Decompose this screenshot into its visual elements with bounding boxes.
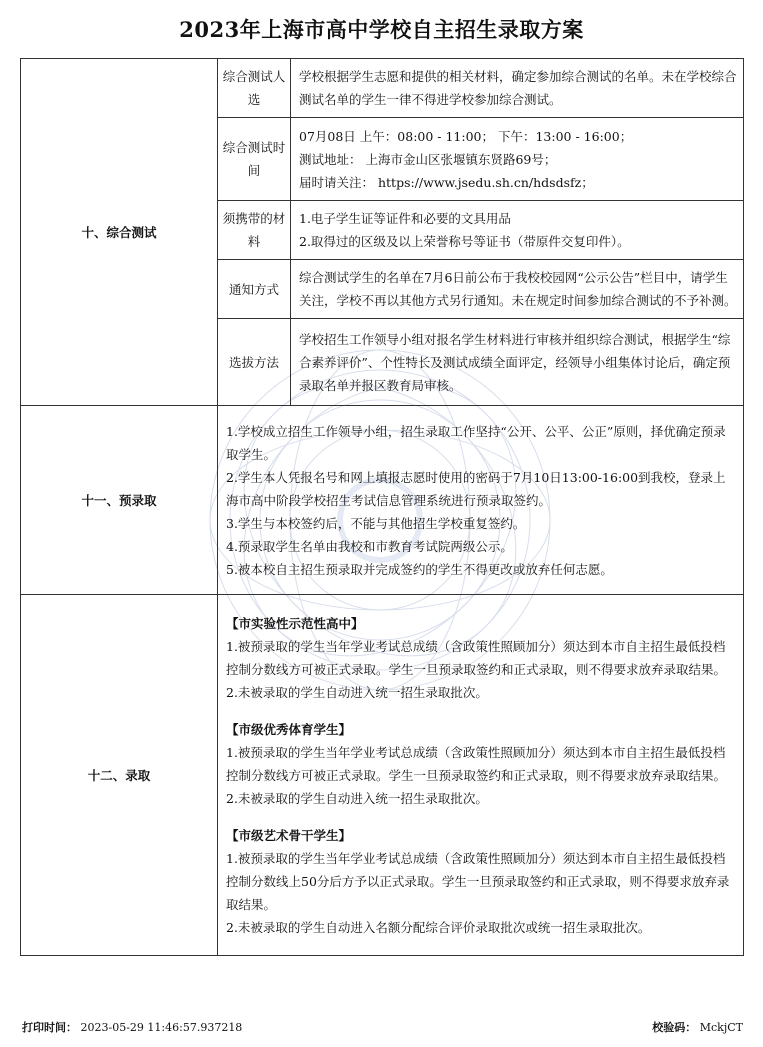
- row-label: 须携带的材料: [218, 201, 291, 260]
- print-time-label: 打印时间：: [22, 1021, 77, 1034]
- table-row: [21, 59, 744, 118]
- print-time-value: 2023-05-29 11:46:57.937218: [80, 1021, 243, 1034]
- row-content: 1.电子学生证等证件和必要的文具用品 2.取得过的区级及以上荣誉称号等证书（带原件交复印件）。: [291, 201, 744, 260]
- admission-content: 【市实验性示范性高中】 1.被预录取的学生当年学业考试总成绩（含政策性照顾加分）须达到本市自主招生最低投档控制分数线方可被正式录取。学生一旦预录取签约和正式录取，则不得要求放弃录取结果。 2.未被录取的学生自动进入统一招生录取批次。 【市级优秀体育学生】 1.被预录取的学生当年学业考试总成绩（含政策性照顾加分）须达到本市自主招生最低投档控制分数线方可被正式录取。学生一旦预录取签约和正式录取，则不得要求放弃录取结果。 2.未被录取的学生自动进入统一招生录取批次。 【市级艺术骨干学生】 1.被预录取的学生当年学业考试总成绩（含政策性照顾加分）须达到本市自主招生最低投档控制分数线上50分后方予以正式录取。学生一旦预录取签约和正式录取，则不得要求放弃录取结果。 2.未被录取的学生自动进入名额分配综合评价录取批次或统一招生录取批次。: [218, 595, 744, 956]
- row-label: 综合测试人选: [218, 59, 291, 118]
- page-title: 2023年上海市高中学校自主招生录取方案: [179, 17, 584, 42]
- section-pre-admission: 十一、预录取: [21, 406, 218, 595]
- verification-code-value: MckjCT: [699, 1021, 743, 1034]
- row-content: 学校招生工作领导小组对报名学生材料进行审核并组织综合测试，根据学生“综合素养评价”、个性特长及测试成绩全面评定，经领导小组集体讨论后，确定预录取名单并报区教育局审核。: [291, 319, 744, 406]
- row-content: 07月08日 上午：08:00 - 11:00； 下午：13:00 - 16:00； 测试地址： 上海市金山区张堰镇东贤路69号； 届时请关注： https://www.jsedu.sh.cn/hdsdsfz；: [291, 118, 744, 201]
- admission-table: [20, 58, 744, 956]
- row-label: 选拔方法: [218, 319, 291, 406]
- row-label: 综合测试时间: [218, 118, 291, 201]
- verification-code: [652, 1019, 743, 1035]
- row-content: 综合测试学生的名单在7月6日前公布于我校校园网“公示公告”栏目中，请学生关注，学校不再以其他方式另行通知。未在规定时间参加综合测试的不予补测。: [291, 260, 744, 319]
- group-heading: 【市级艺术骨干学生】: [226, 827, 352, 843]
- row-content: 学校根据学生志愿和提供的相关材料，确定参加综合测试的名单。未在学校综合测试名单的学生一律不得进学校参加综合测试。: [291, 59, 744, 118]
- table-row: [21, 406, 744, 595]
- verification-code-label: 校验码：: [652, 1021, 697, 1034]
- group-heading: 【市实验性示范性高中】: [226, 615, 364, 631]
- pre-admission-content: 1.学校成立招生工作领导小组，招生录取工作坚持“公开、公平、公正”原则，择优确定预录取学生。 2.学生本人凭报名号和网上填报志愿时使用的密码于7月10日13:00-16:00到我校，登录上海市高中阶段学校招生考试信息管理系统进行预录取签约。 3.学生与本校签约后，不能与其他招生学校重复签约。 4.预录取学生名单由我校和市教育考试院两级公示。 5.被本校自主招生预录取并完成签约的学生不得更改或放弃任何志愿。: [218, 406, 744, 595]
- print-time: [22, 1019, 242, 1035]
- section-admission: 十二、录取: [21, 595, 218, 956]
- group-heading: 【市级优秀体育学生】: [226, 721, 352, 737]
- table-row: [21, 595, 744, 956]
- section-comprehensive-test: 十、综合测试: [21, 59, 218, 406]
- row-label: 通知方式: [218, 260, 291, 319]
